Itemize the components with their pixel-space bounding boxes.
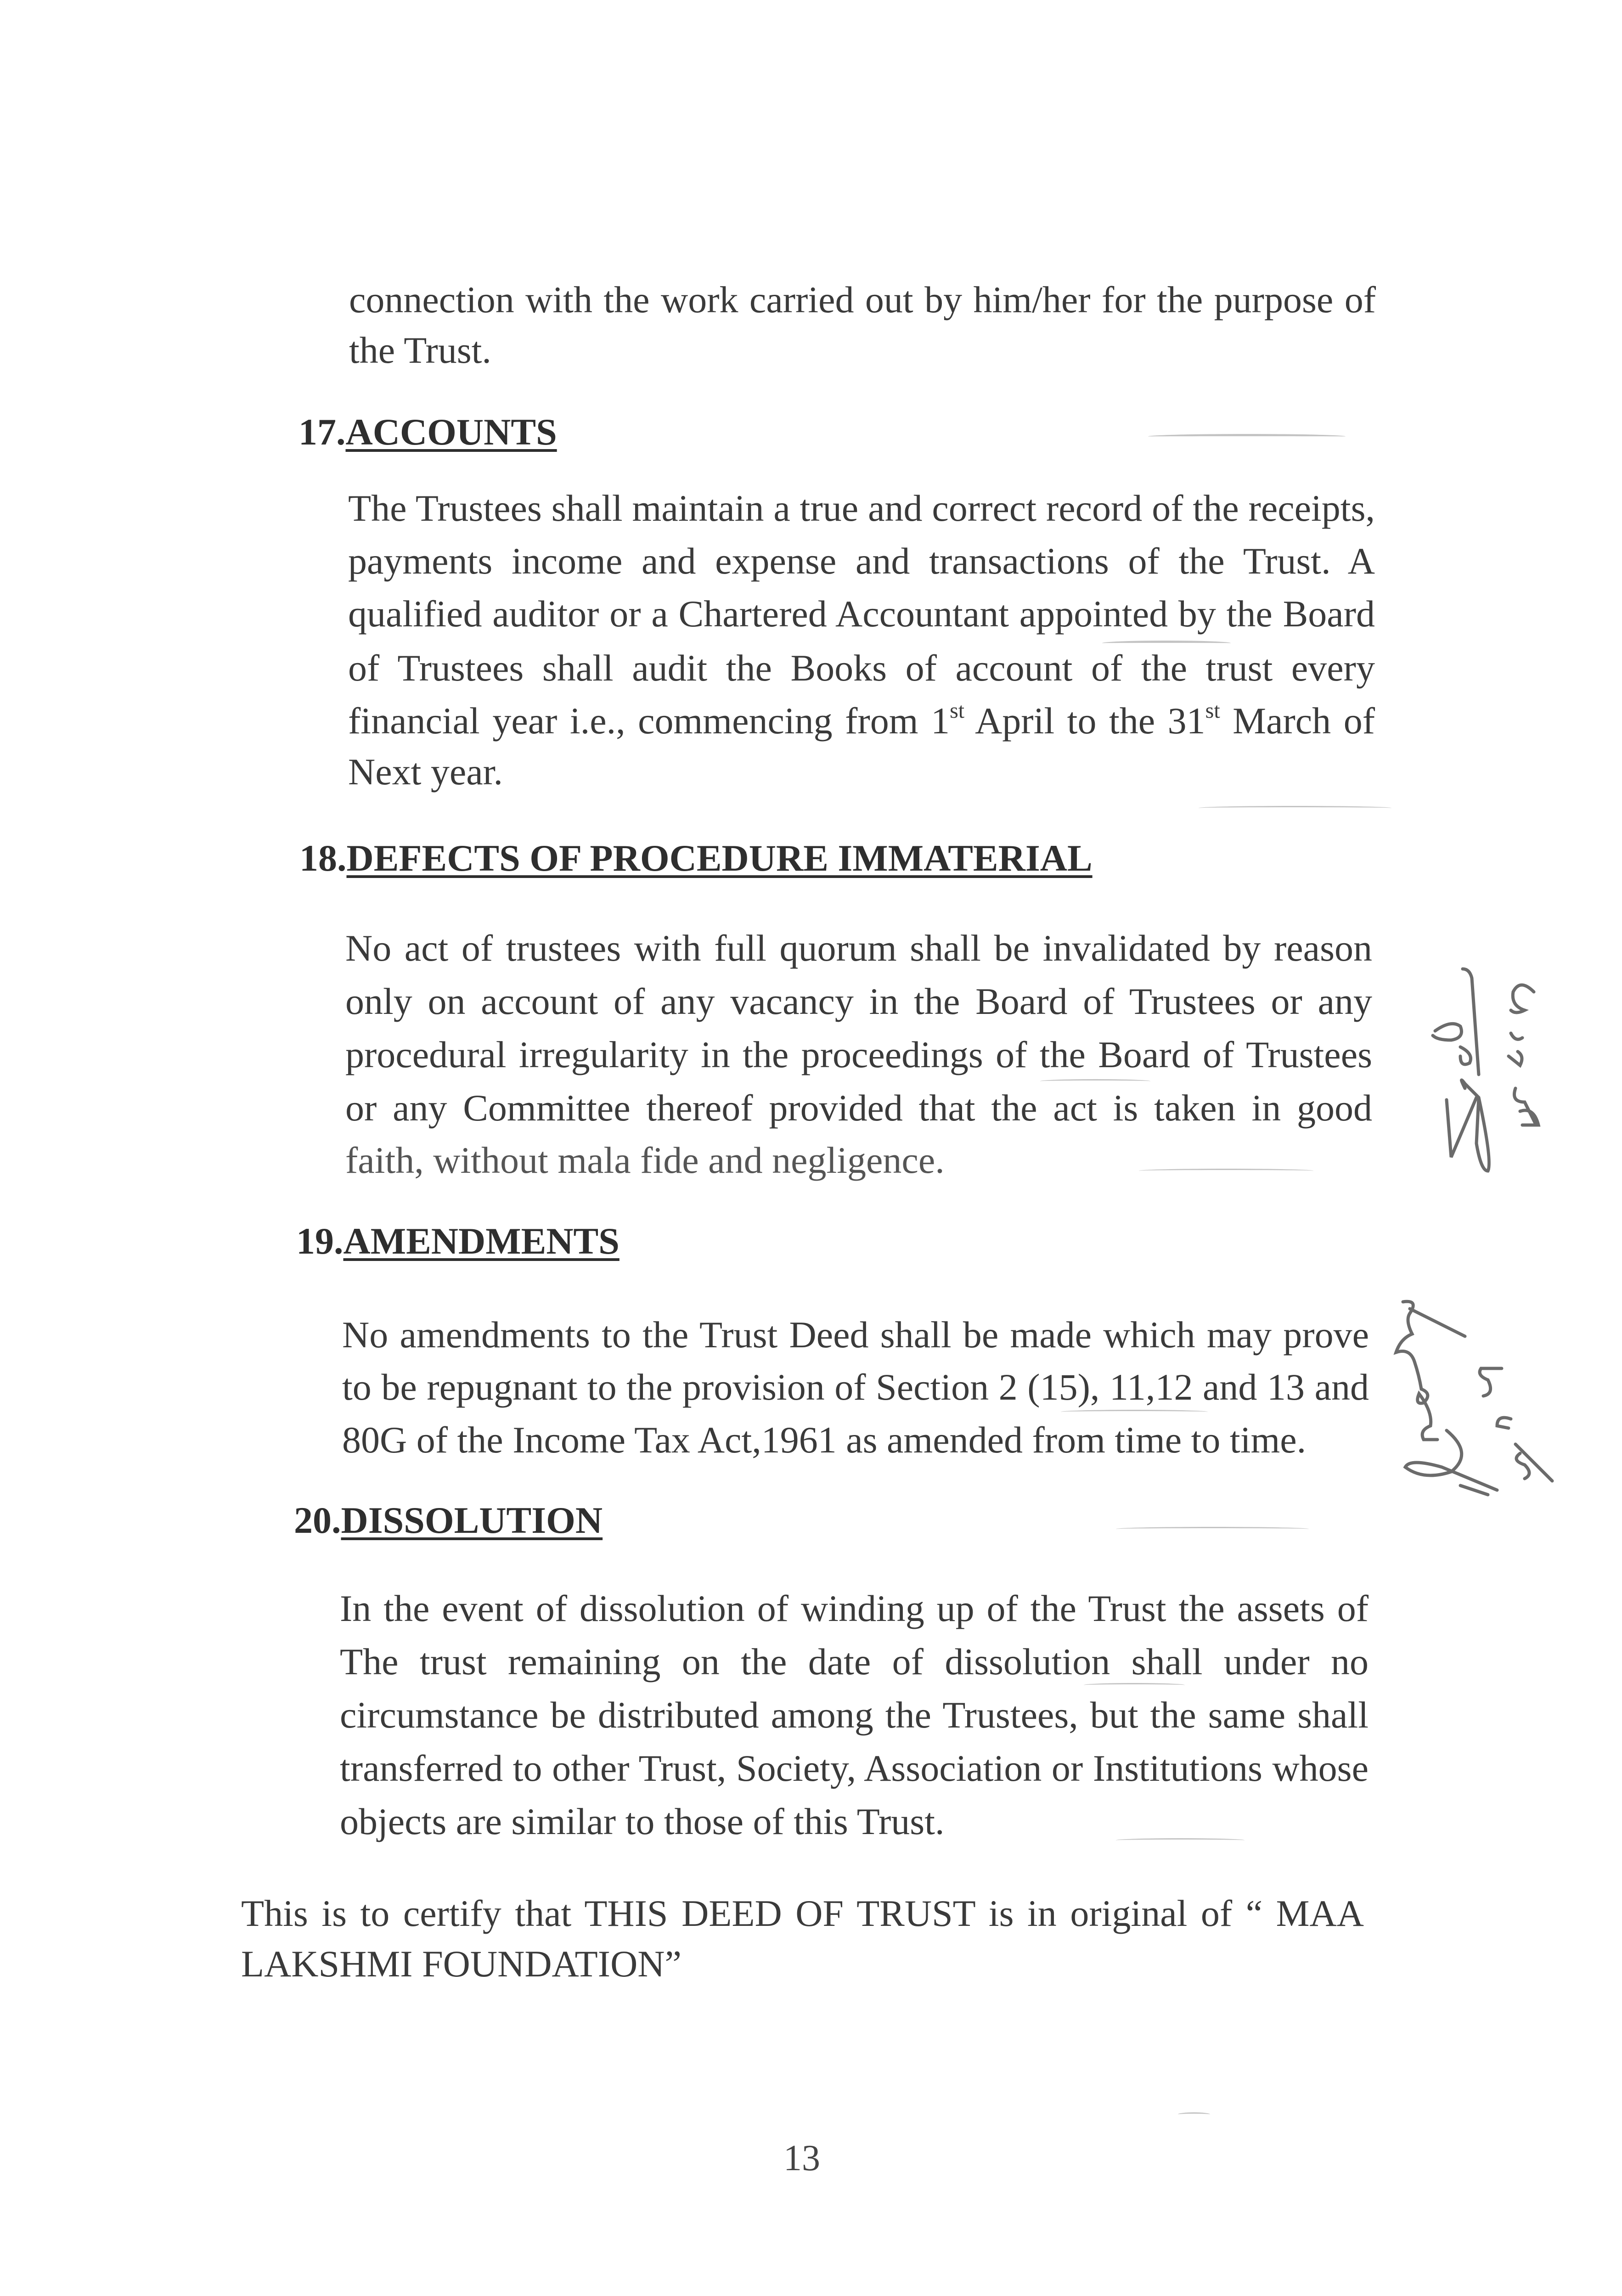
paragraph-line: In the event of dissolution of winding up of the Trust the assets of xyxy=(340,1587,1369,1629)
paragraph-line: objects are similar to those of this Trust. xyxy=(340,1801,945,1842)
paragraph-line: transferred to other Trust, Society, Association or Institutions whose xyxy=(340,1747,1369,1789)
continuation-line: the Trust. xyxy=(349,329,491,371)
continuation-line: connection with the work carried out by him/her for the purpose of xyxy=(349,279,1376,321)
section-number: 18. xyxy=(299,837,347,879)
paragraph-line: No act of trustees with full quorum shall be invalidated by reason xyxy=(345,927,1372,969)
paragraph-line: qualified auditor or a Chartered Accountant appointed by the Board xyxy=(348,593,1375,635)
section-heading-accounts xyxy=(298,413,557,451)
section-heading-defects-of-procedure xyxy=(299,839,1093,877)
paragraph-line: of Trustees shall audit the Books of account of the trust every xyxy=(348,647,1375,689)
handwritten-signature xyxy=(1396,951,1571,1208)
section-number: 19. xyxy=(296,1220,344,1262)
paragraph-line: or any Committee thereof provided that the act is taken in good xyxy=(345,1087,1372,1129)
paragraph-line: The Trustees shall maintain a true and correct record of the receipts, xyxy=(348,487,1375,529)
paragraph-line: only on account of any vacancy in the Board of Trustees or any xyxy=(345,980,1372,1022)
section-title: DISSOLUTION xyxy=(341,1499,603,1541)
paragraph-line: circumstance be distributed among the Trustees, but the same shall xyxy=(340,1694,1369,1736)
pencil-mark xyxy=(1178,2112,1210,2116)
paragraph-line: 80G of the Income Tax Act,1961 as amended from time to time. xyxy=(342,1419,1307,1461)
section-number: 20. xyxy=(294,1499,341,1541)
paragraph-line: payments income and expense and transactions of the Trust. A xyxy=(348,540,1375,582)
certification-line: This is to certify that THIS DEED OF TRUST is in original of “ MAA xyxy=(241,1892,1364,1934)
line-text: financial year i.e., commencing from 1 xyxy=(348,700,950,742)
paragraph-line: The trust remaining on the date of dissolution shall under no xyxy=(340,1641,1369,1683)
section-title: ACCOUNTS xyxy=(345,411,557,453)
paragraph-line: procedural irregularity in the proceedings of the Board of Trustees xyxy=(345,1034,1372,1075)
section-heading-dissolution xyxy=(294,1499,603,1541)
pencil-mark xyxy=(1116,1838,1245,1842)
pencil-mark xyxy=(1199,806,1391,810)
paragraph-line xyxy=(348,698,1375,742)
page-number: 13 xyxy=(783,2138,820,2178)
paragraph-line: No amendments to the Trust Deed shall be made which may prove xyxy=(342,1314,1369,1356)
pencil-mark xyxy=(1061,1410,1208,1414)
line-text: March of xyxy=(1220,700,1375,742)
pencil-mark xyxy=(1040,1079,1150,1083)
ordinal-suffix: st xyxy=(1205,698,1220,723)
pencil-mark xyxy=(1148,434,1346,439)
section-number: 17. xyxy=(298,411,346,453)
line-text: April to the 31 xyxy=(964,700,1205,742)
handwritten-signature xyxy=(1382,1293,1575,1587)
pencil-mark xyxy=(1139,1169,1313,1173)
ordinal-suffix: st xyxy=(950,698,965,723)
section-title: AMENDMENTS xyxy=(343,1220,620,1262)
section-title: DEFECTS OF PROCEDURE IMMATERIAL xyxy=(346,837,1093,879)
pencil-mark xyxy=(1116,1527,1309,1531)
signature-scribble-icon xyxy=(1382,1293,1575,1587)
paragraph-line: faith, without mala fide and negligence. xyxy=(345,1139,945,1181)
certification-line: LAKSHMI FOUNDATION” xyxy=(241,1943,681,1985)
paragraph-line: Next year. xyxy=(348,751,503,793)
paragraph-line: to be repugnant to the provision of Section 2 (15), 11,12 and 13 and xyxy=(342,1366,1369,1408)
pencil-mark xyxy=(1102,641,1231,646)
pencil-mark xyxy=(1084,1683,1185,1687)
section-heading-amendments xyxy=(296,1222,620,1260)
signature-scribble-icon xyxy=(1396,951,1571,1208)
